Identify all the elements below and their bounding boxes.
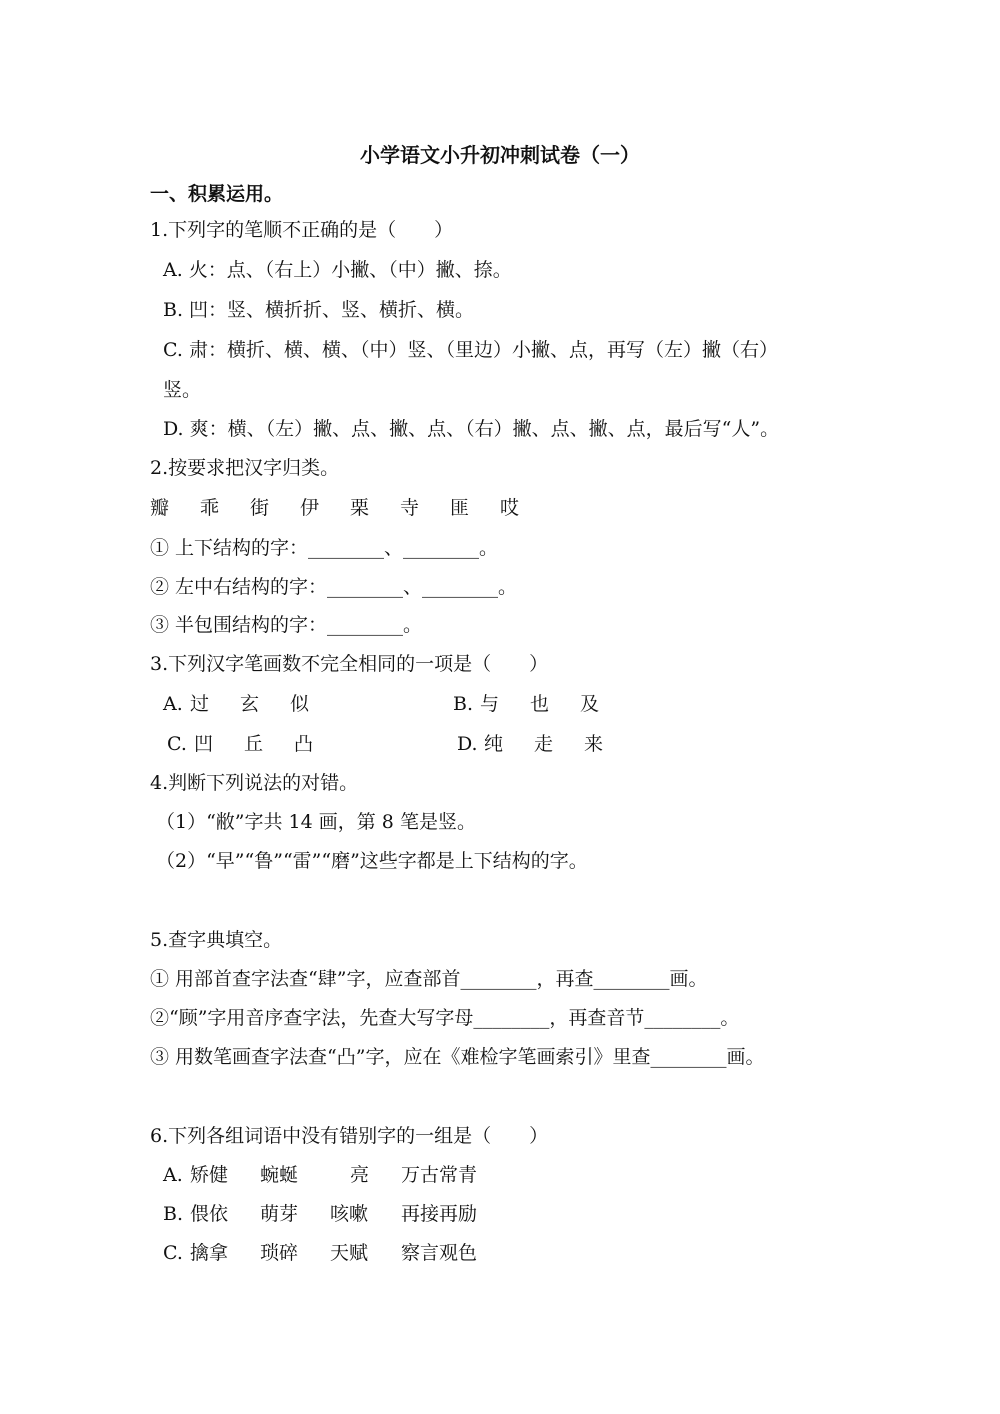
char-item: 匪 (450, 497, 470, 519)
option-word: 偎依 (190, 1203, 229, 1225)
option-char: 走 (534, 733, 554, 755)
char-item: 哎 (500, 497, 520, 519)
question-1-option-c-cont: 竖。 (163, 379, 202, 401)
char-item: 寺 (400, 497, 420, 519)
question-1-option-a: A. 火：点、（右上）小撇、（中）撇、捺。 (163, 259, 512, 281)
section-heading: 一、积累运用。 (150, 183, 284, 205)
option-label: C. (163, 1242, 183, 1264)
option-char: 过 (190, 693, 210, 715)
option-char: 凸 (294, 733, 314, 755)
option-char: 及 (580, 693, 600, 715)
question-1-stem: 1.下列字的笔顺不正确的是（ ） (150, 219, 454, 241)
option-char: 纯 (484, 733, 504, 755)
char-item: 乖 (200, 497, 220, 519)
option-char: 似 (290, 693, 310, 715)
option-word: 再接再励 (401, 1203, 478, 1225)
option-char: 也 (530, 693, 550, 715)
question-3-option-b (453, 692, 630, 716)
question-3-option-a (163, 692, 340, 716)
question-2-sub-3: ③ 半包围结构的字：________。 (150, 614, 423, 636)
option-char: 来 (584, 733, 604, 755)
question-2-char-list (150, 496, 550, 520)
option-char: 凹 (194, 733, 214, 755)
question-5-sub-3: ③ 用数笔画查字法查“凸”字，应在《难检字笔画索引》里查________画。 (150, 1046, 765, 1068)
page-title: 小学语文小升初冲刺试卷（一） (360, 143, 640, 167)
option-word: 天赋 (330, 1242, 369, 1264)
option-char: 玄 (240, 693, 260, 715)
question-1-option-c: C. 肃：横折、横、横、（中）竖、（里边）小撇、点，再写（左）撇（右） (163, 339, 778, 361)
char-item: 伊 (300, 497, 320, 519)
question-4-sub-1: （1）“敝”字共 14 画，第 8 笔是竖。 (156, 811, 476, 833)
option-label: A. (163, 1164, 183, 1186)
option-char: 丘 (244, 733, 264, 755)
question-4-sub-2: （2）“早”“鲁”“雷”“磨”这些字都是上下结构的字。 (156, 850, 588, 872)
option-word: 万古常青 (401, 1164, 478, 1186)
question-4-stem: 4.判断下列说法的对错。 (150, 772, 359, 794)
option-label: A. (163, 693, 183, 715)
option-word: 蜿蜒 (260, 1164, 299, 1186)
option-word: 琐碎 (260, 1242, 299, 1264)
option-char: 与 (480, 693, 500, 715)
question-3-option-c (167, 732, 344, 756)
question-2-sub-2: ② 左中右结构的字：________、________。 (150, 576, 518, 598)
char-item: 栗 (350, 497, 370, 519)
question-6-stem: 6.下列各组词语中没有错别字的一组是（ ） (150, 1125, 549, 1147)
question-5-sub-2: ②“顾”字用音序查字法，先查大写字母________，再查音节________。 (150, 1007, 740, 1029)
question-5-sub-1: ① 用部首查字法查“肆”字，应查部首________，再查________画。 (150, 968, 708, 990)
question-5-stem: 5.查字典填空。 (150, 929, 283, 951)
question-1-option-b: B. 凹：竖、横折折、竖、横折、横。 (163, 299, 475, 321)
question-2-stem: 2.按要求把汉字归类。 (150, 457, 340, 479)
question-3-option-d (457, 732, 634, 756)
option-word: 察言观色 (401, 1242, 478, 1264)
question-6-option-b (163, 1202, 477, 1226)
option-word: 矫健 (190, 1164, 229, 1186)
question-6-option-c (163, 1241, 477, 1265)
option-word: 萌芽 (260, 1203, 299, 1225)
option-word: 亮 (350, 1164, 370, 1186)
option-label: B. (163, 1203, 184, 1225)
option-label: B. (453, 693, 474, 715)
char-item: 瓣 (150, 497, 170, 519)
question-3-stem: 3.下列汉字笔画数不完全相同的一项是（ ） (150, 653, 549, 675)
option-word: 咳嗽 (330, 1203, 369, 1225)
option-word: 擒拿 (190, 1242, 229, 1264)
question-1-option-d: D. 爽：横、（左）撇、点、撇、点、（右）撇、点、撇、点，最后写“人”。 (163, 418, 780, 440)
char-item: 街 (250, 497, 270, 519)
question-6-option-a (163, 1163, 477, 1187)
option-label: D. (457, 733, 478, 755)
option-label: C. (167, 733, 187, 755)
question-2-sub-1: ① 上下结构的字：________、________。 (150, 537, 499, 559)
